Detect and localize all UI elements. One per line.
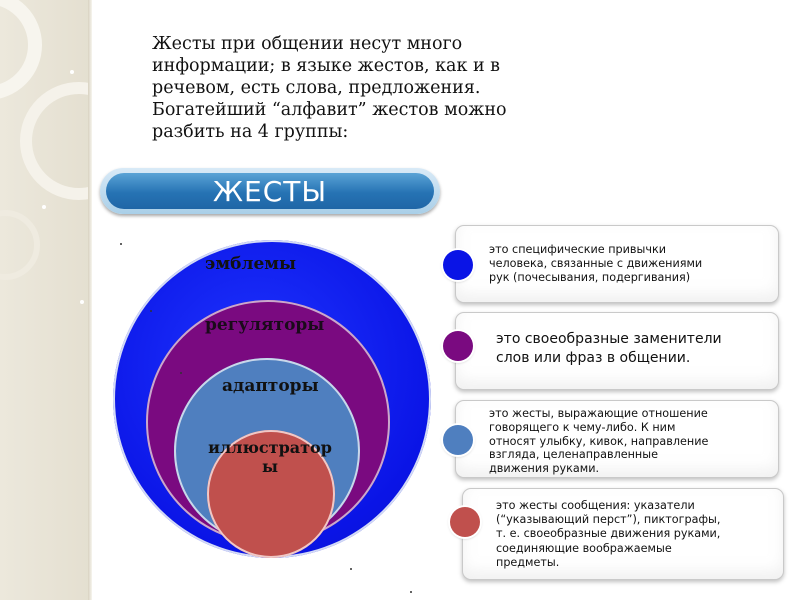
side-panel-edge <box>88 0 92 600</box>
description-card-emblems <box>455 225 779 303</box>
card-line: рук (почесывания, подергивания) <box>489 271 691 284</box>
card-line: (“указывающий перст”), пиктографы, <box>496 513 721 527</box>
card-line: взгляда, целенаправленные <box>489 448 658 462</box>
card-line: т. е. своеобразные движения руками, <box>496 527 721 541</box>
decorative-dot <box>42 205 46 209</box>
label-adaptors: адапторы <box>222 376 319 396</box>
description-card-adaptors <box>455 400 779 478</box>
intro-line: речевом, есть слова, предложения. <box>152 78 481 98</box>
marker-dot-blue <box>443 250 473 280</box>
card-text <box>489 243 774 285</box>
card-text <box>489 407 774 476</box>
card-line: это специфические привычки <box>489 243 666 256</box>
banner-title: ЖЕСТЫ <box>212 174 328 208</box>
label-illustrators <box>205 438 335 476</box>
intro-paragraph <box>152 33 572 143</box>
description-card-regulators <box>455 312 779 390</box>
intro-line: Жесты при общении несут много <box>152 34 463 54</box>
card-line: предметы. <box>496 555 560 569</box>
intro-line: Богатейший “алфавит” жестов можно <box>152 100 507 120</box>
card-line: это жесты, выражающие отношение <box>489 407 708 420</box>
label-regulators: регуляторы <box>205 315 325 335</box>
decorative-speck <box>180 372 182 374</box>
marker-dot-steel-blue <box>443 425 473 455</box>
decorative-speck <box>150 310 152 312</box>
decorative-ring <box>20 82 92 200</box>
intro-line: разбить на 4 группы: <box>152 122 349 142</box>
decorative-dot <box>80 300 84 304</box>
card-line: человека, связанные с движениями <box>489 257 703 270</box>
decorative-side-panel <box>0 0 92 600</box>
card-line: слов или фраз в общении. <box>496 350 691 366</box>
card-line: говорящего к чему-либо. К ним <box>489 420 676 434</box>
decorative-ring <box>0 210 40 280</box>
gestures-banner <box>100 168 440 214</box>
card-line: это жесты сообщения: указатели <box>496 499 695 512</box>
card-text <box>496 330 776 368</box>
decorative-ring <box>0 0 42 100</box>
decorative-dot <box>70 70 74 74</box>
card-line: соединяющие воображаемые <box>496 541 672 555</box>
banner-inner <box>106 173 434 209</box>
card-line: движения руками. <box>489 462 600 476</box>
description-card-illustrators <box>462 488 784 580</box>
label-emblems: эмблемы <box>205 254 297 274</box>
marker-dot-red <box>450 507 480 537</box>
intro-line: информации; в языке жестов, как и в <box>152 56 501 76</box>
decorative-speck <box>120 243 122 245</box>
decorative-speck <box>410 591 412 593</box>
marker-dot-purple <box>443 331 473 361</box>
decorative-speck <box>350 568 352 570</box>
card-line: относят улыбку, кивок, направление <box>489 434 709 448</box>
card-line: это своеобразные заменители <box>496 331 722 347</box>
card-text <box>496 499 781 570</box>
label-illustrators-line: иллюстратор <box>208 438 332 457</box>
label-illustrators-line: ы <box>261 457 279 476</box>
